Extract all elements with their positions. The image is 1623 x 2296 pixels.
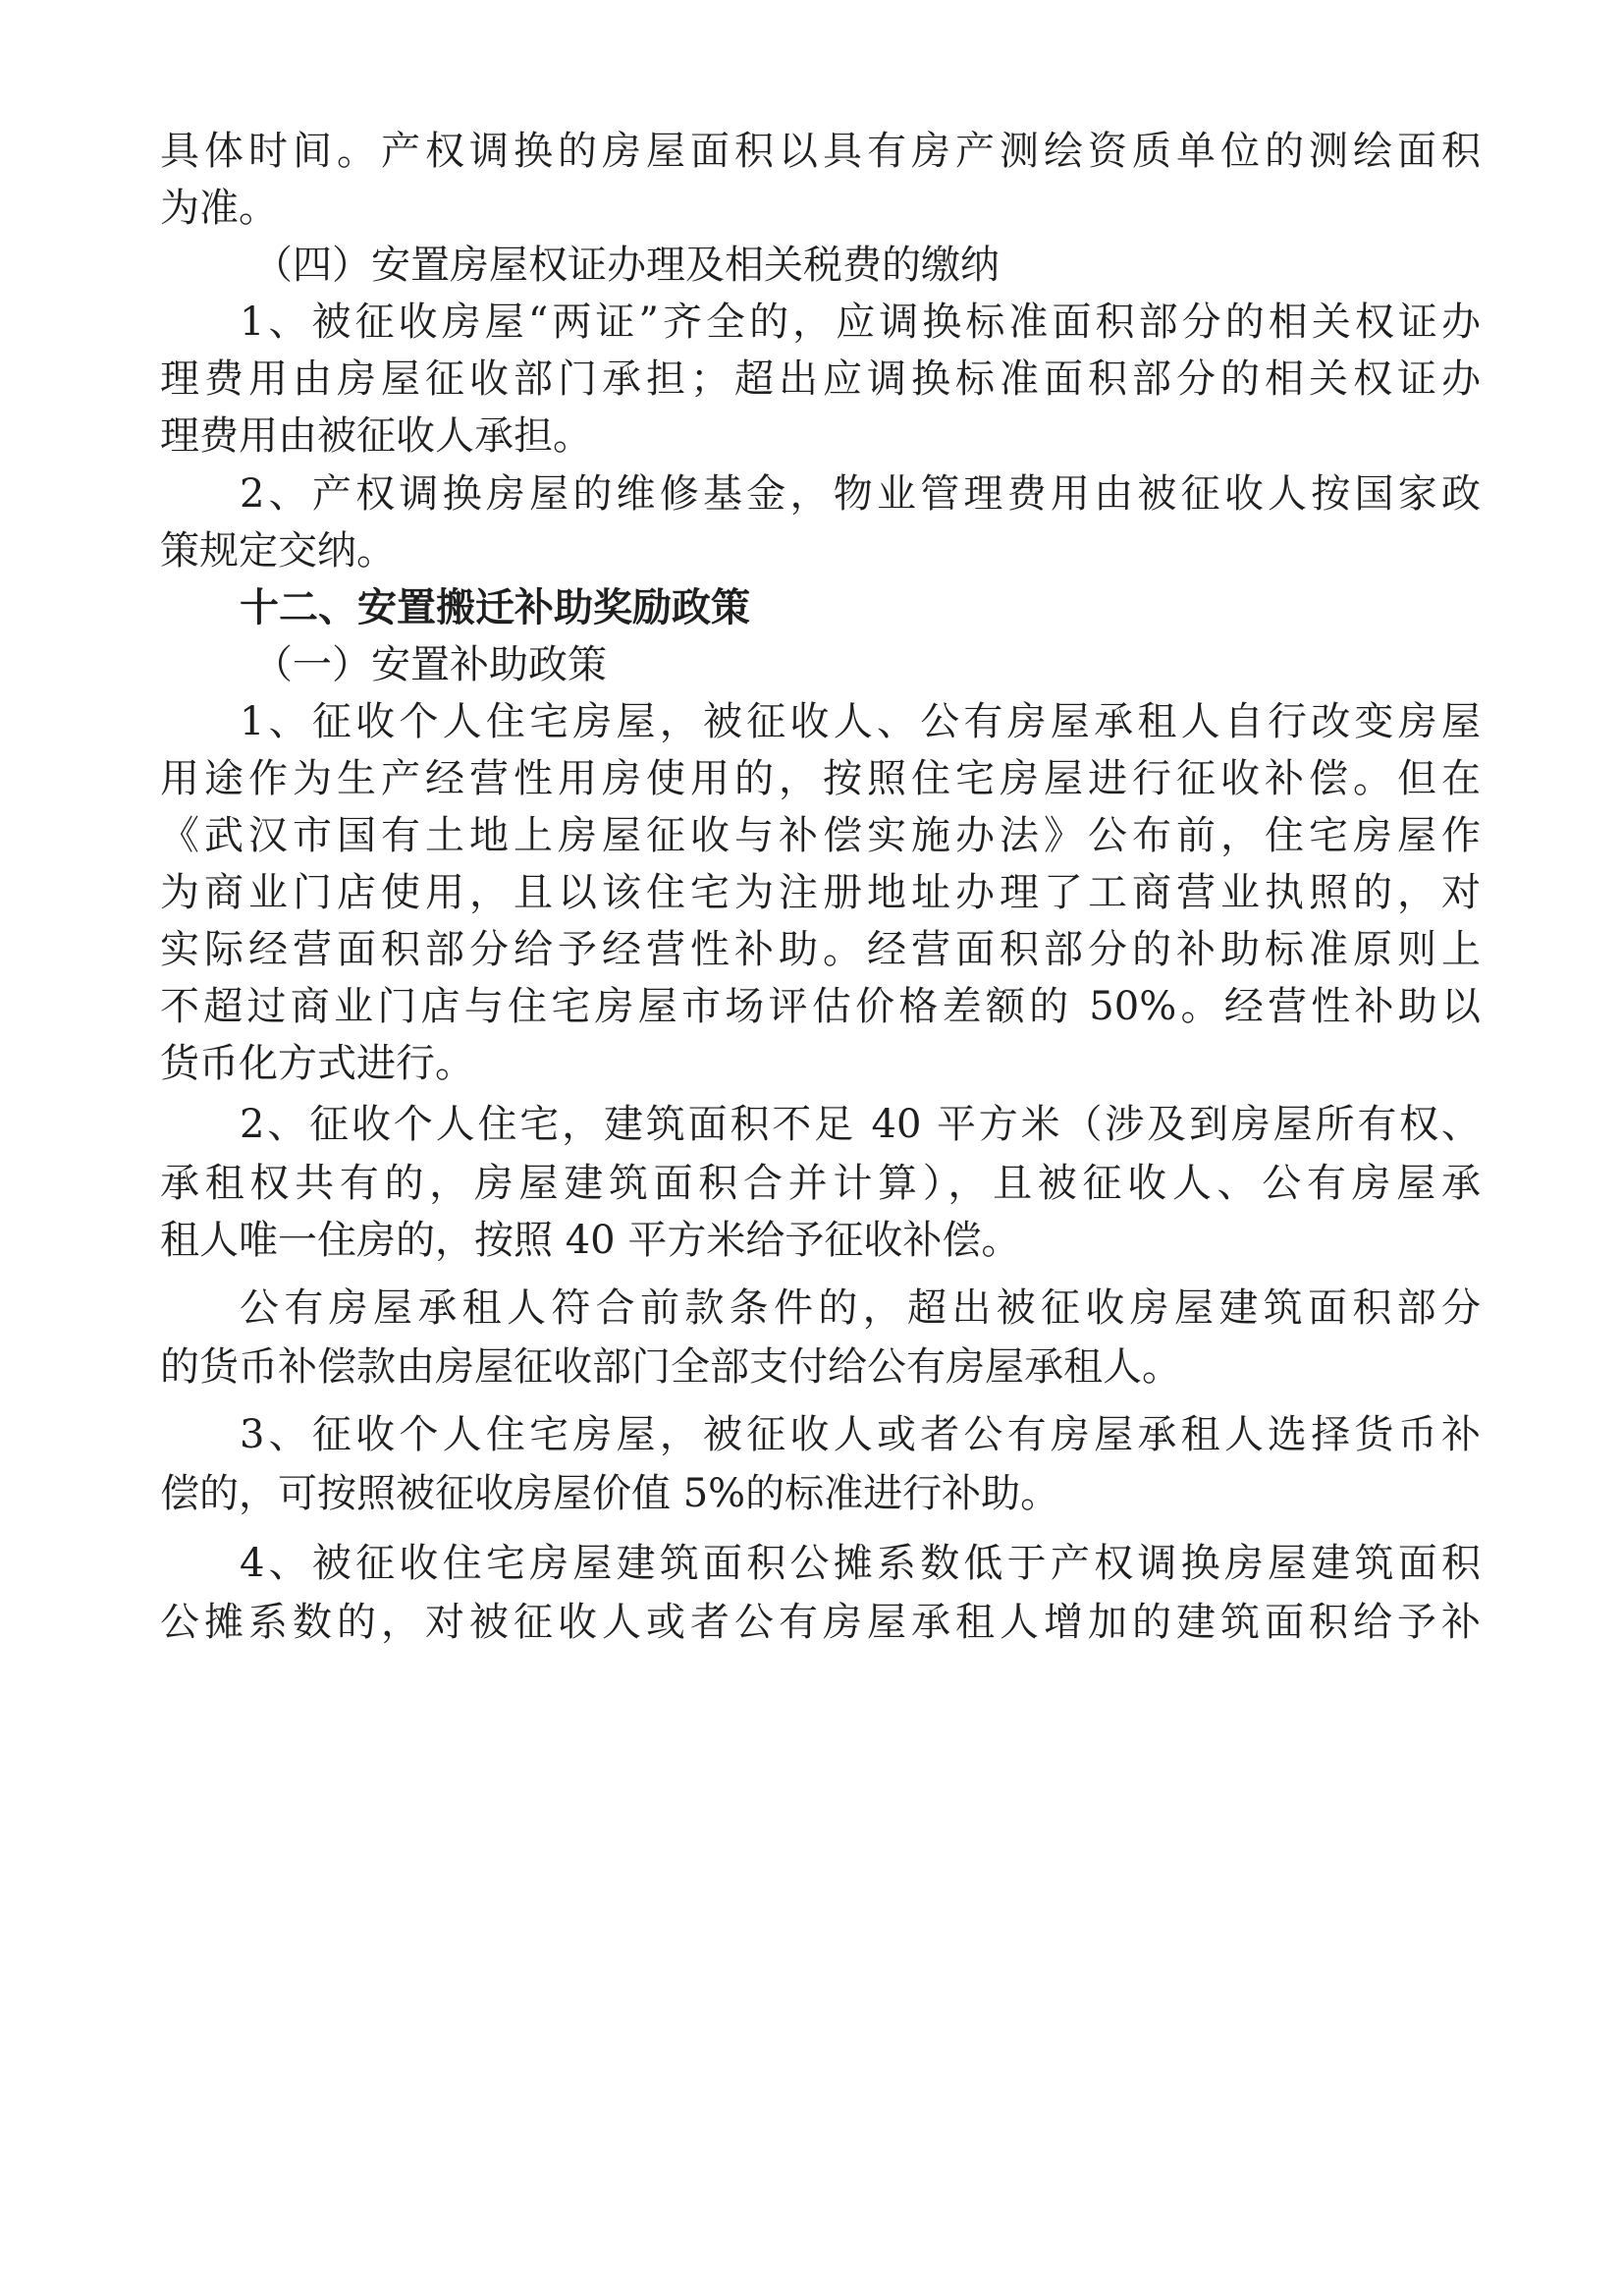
body-line: 3、征收个人住宅房屋，被征收人或者公有房屋承租人选择货币补 xyxy=(240,1412,1481,1457)
body-line: 租人唯一住房的，按照 40 平方米给予征收补偿。 xyxy=(160,1218,1021,1263)
body-line: 货币化方式进行。 xyxy=(160,1041,474,1086)
body-line: 承租权共有的，房屋建筑面积合并计算），且被征收人、公有房屋承 xyxy=(160,1161,1481,1206)
body-line: 策规定交纳。 xyxy=(160,528,396,574)
body-line: 理费用由被征收人承担。 xyxy=(160,413,592,459)
body-line: 公有房屋承租人符合前款条件的，超出被征收房屋建筑面积部分 xyxy=(240,1285,1481,1331)
body-line: 具体时间。产权调换的房屋面积以具有房产测绘资质单位的测绘面积 xyxy=(160,129,1481,174)
body-line: 2、征收个人住宅，建筑面积不足 40 平方米（涉及到房屋所有权、 xyxy=(240,1102,1481,1147)
body-line: 用途作为生产经营性用房使用的，按照住宅房屋进行征收补偿。但在 xyxy=(160,756,1481,801)
body-line: 实际经营面积部分给予经营性补助。经营面积部分的补助标准原则上 xyxy=(160,927,1481,972)
body-line: 2、产权调换房屋的维修基金，物业管理费用由被征收人按国家政 xyxy=(240,471,1481,517)
section-heading: 十二、安置搬迁补助奖励政策 xyxy=(240,585,750,630)
body-line: 4、被征收住宅房屋建筑面积公摊系数低于产权调换房屋建筑面积 xyxy=(240,1541,1481,1586)
body-line: 1、被征收房屋“两证”齐全的，应调换标准面积部分的相关权证办 xyxy=(240,300,1481,345)
body-line: 偿的，可按照被征收房屋价值 5%的标准进行补助。 xyxy=(160,1471,1060,1516)
body-line: 《武汉市国有土地上房屋征收与补偿实施办法》公布前，住宅房屋作 xyxy=(160,813,1481,858)
body-line: 1、征收个人住宅房屋，被征收人、公有房屋承租人自行改变房屋 xyxy=(240,699,1481,744)
section-subheading: （一）安置补助政策 xyxy=(253,642,607,687)
body-line: 公摊系数的，对被征收人或者公有房屋承租人增加的建筑面积给予补 xyxy=(160,1600,1481,1645)
body-line: 为准。 xyxy=(160,186,278,231)
body-line: 理费用由房屋征收部门承担；超出应调换标准面积部分的相关权证办 xyxy=(160,356,1481,402)
body-line: 不超过商业门店与住宅房屋市场评估价格差额的 50%。经营性补助以 xyxy=(160,984,1481,1029)
body-line: 的货币补偿款由房屋征收部门全部支付给公有房屋承租人。 xyxy=(160,1344,1181,1390)
body-line: 为商业门店使用，且以该住宅为注册地址办理了工商营业执照的，对 xyxy=(160,870,1481,915)
section-subheading: （四）安置房屋权证办理及相关税费的缴纳 xyxy=(253,243,1000,288)
